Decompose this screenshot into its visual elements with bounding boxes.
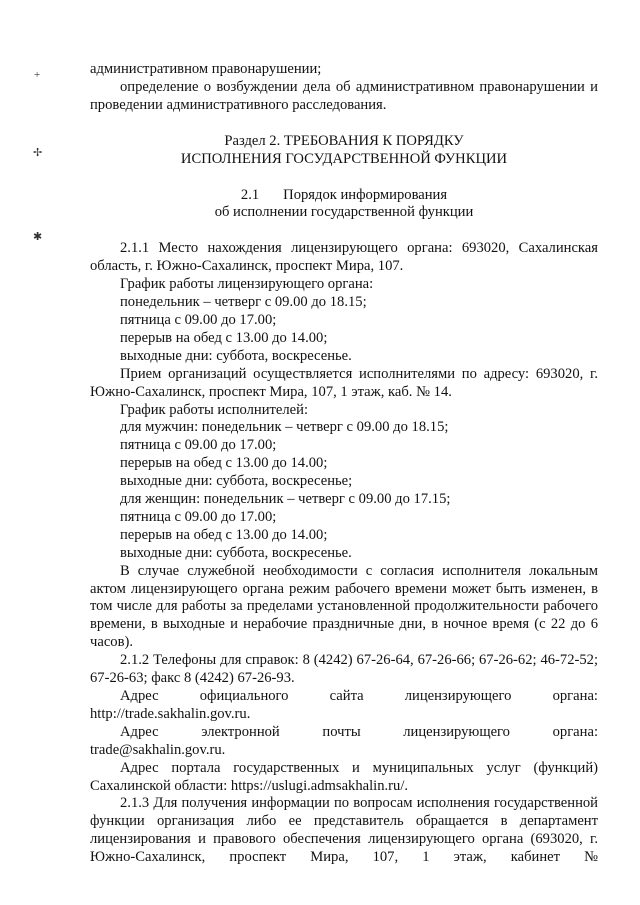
document-page bbox=[90, 61, 598, 867]
text-line: пятница с 09.00 до 17.00; bbox=[120, 311, 277, 328]
text-line: пятница с 09.00 до 17.00; bbox=[120, 437, 277, 454]
text-line: выходные дни: суббота, воскресенье; bbox=[120, 473, 353, 490]
margin-mark-1: + bbox=[34, 69, 41, 81]
paragraph: Прием организаций осуществляется исполнителями по адресу: 693020, г. Южно-Сахалинск, проспект Мира, 107, 1 этаж, каб. № 14. bbox=[90, 365, 598, 400]
text-line: для женщин: понедельник – четверг с 09.00 до 17.15; bbox=[120, 491, 451, 508]
text-line: Адрес официального сайта лицензирующего органа: bbox=[120, 688, 598, 704]
margin-mark-3: ✱ bbox=[33, 231, 43, 243]
text-line: выходные дни: суббота, воскресенье. bbox=[120, 347, 352, 364]
section-heading: ИСПОЛНЕНИЯ ГОСУДАРСТВЕННОЙ ФУНКЦИИ bbox=[180, 150, 508, 167]
text-line: пятница с 09.00 до 17.00; bbox=[120, 508, 277, 525]
text-line: административном правонарушении; bbox=[90, 61, 322, 77]
margin-mark-2: ✢ bbox=[33, 147, 43, 159]
paragraph: 2.1.3 Для получения информации по вопросам исполнения государственной функции организация либо ее представитель обращается в департамент лицензирования и правового обеспечения лицензирующего органа (693020, г. Южно-Сахалинск, проспект Мира, 107, 1 этаж, кабинет № bbox=[90, 795, 598, 866]
subsection-heading bbox=[90, 187, 598, 205]
paragraph: 2.1.1 Место нахождения лицензирующего органа: 693020, Сахалинская область, г. Южно-Сахалинск, проспект Мира, 107. bbox=[90, 240, 598, 275]
subsection-title: Порядок информирования bbox=[283, 186, 448, 203]
text-line: Адрес электронной почты лицензирующего органа: bbox=[120, 723, 598, 740]
section-heading: Раздел 2. ТРЕБОВАНИЯ К ПОРЯДКУ bbox=[224, 132, 464, 149]
text-line: График работы лицензирующего органа: bbox=[120, 276, 374, 293]
paragraph: Адрес портала государственных и муниципальных услуг (функций) Сахалинской области: https://uslugi.admsakhalin.ru/. bbox=[90, 759, 598, 794]
text-line: перерыв на обед с 13.00 до 14.00; bbox=[120, 526, 328, 543]
text-line: для мужчин: понедельник – четверг с 09.00 до 18.15; bbox=[120, 419, 449, 436]
paragraph: 2.1.2 Телефоны для справок: 8 (4242) 67-26-64, 67-26-66; 67-26-62; 46-72-52; 67-26-63; факс 8 (4242) 67-26-93. bbox=[90, 652, 598, 687]
site-url: http://trade.sakhalin.gov.ru. bbox=[90, 705, 251, 722]
subsection-heading: об исполнении государственной функции bbox=[214, 204, 474, 221]
text-line: понедельник – четверг с 09.00 до 18.15; bbox=[120, 294, 367, 311]
text-line: перерыв на обед с 13.00 до 14.00; bbox=[120, 329, 328, 346]
text-line: График работы исполнителей: bbox=[120, 401, 309, 418]
paragraph: определение о возбуждении дела об административном правонарушении и проведении административного расследования. bbox=[90, 78, 598, 113]
subsection-number: 2.1 bbox=[240, 186, 260, 203]
email-address: trade@sakhalin.gov.ru. bbox=[90, 741, 226, 758]
paragraph: В случае служебной необходимости с согласия исполнителя локальным актом лицензирующего органа режим рабочего времени может быть изменен, в том числе для работы за пределами установленной продолжительности рабочего времени, в выходные и нерабочие праздничные дни, в ночное время (с 22 до 6 часов). bbox=[90, 562, 598, 651]
text-line: выходные дни: суббота, воскресенье. bbox=[120, 544, 352, 561]
text-line: перерыв на обед с 13.00 до 14.00; bbox=[120, 455, 328, 472]
